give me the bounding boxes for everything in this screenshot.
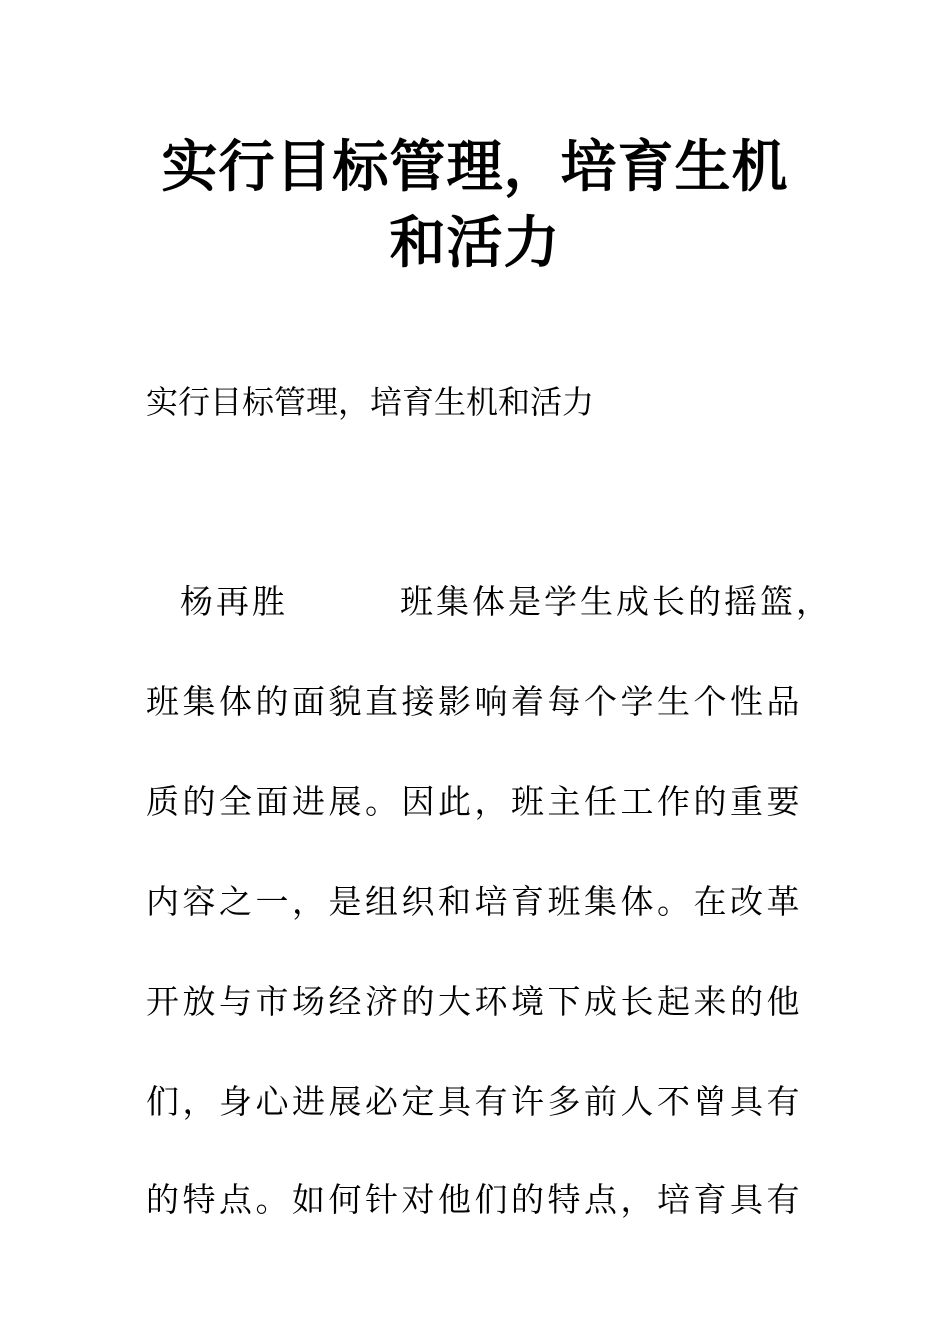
subtitle: 实行目标管理，培育生机和活力 bbox=[146, 383, 595, 421]
body-line-2: 质的全面进展。因此，班主任工作的重要 bbox=[146, 782, 803, 821]
body-line-3: 内容之一，是组织和培育班集体。在改革 bbox=[146, 882, 803, 921]
title-line-1: 实行目标管理，培育生机 bbox=[161, 135, 789, 200]
page-title bbox=[140, 130, 810, 282]
title-line-2: 和活力 bbox=[389, 211, 561, 276]
body-line-4: 开放与市场经济的大环境下成长起来的他 bbox=[146, 982, 803, 1021]
body-first-line: 班集体是学生成长的摇篮， bbox=[400, 582, 832, 621]
body-line-5: 们，身心进展必定具有许多前人不曾具有 bbox=[146, 1082, 803, 1121]
body-line-1: 班集体的面貌直接影响着每个学生个性品 bbox=[146, 682, 803, 721]
author-name: 杨再胜 bbox=[180, 582, 288, 621]
body-line-6: 的特点。如何针对他们的特点，培育具有 bbox=[146, 1180, 803, 1219]
